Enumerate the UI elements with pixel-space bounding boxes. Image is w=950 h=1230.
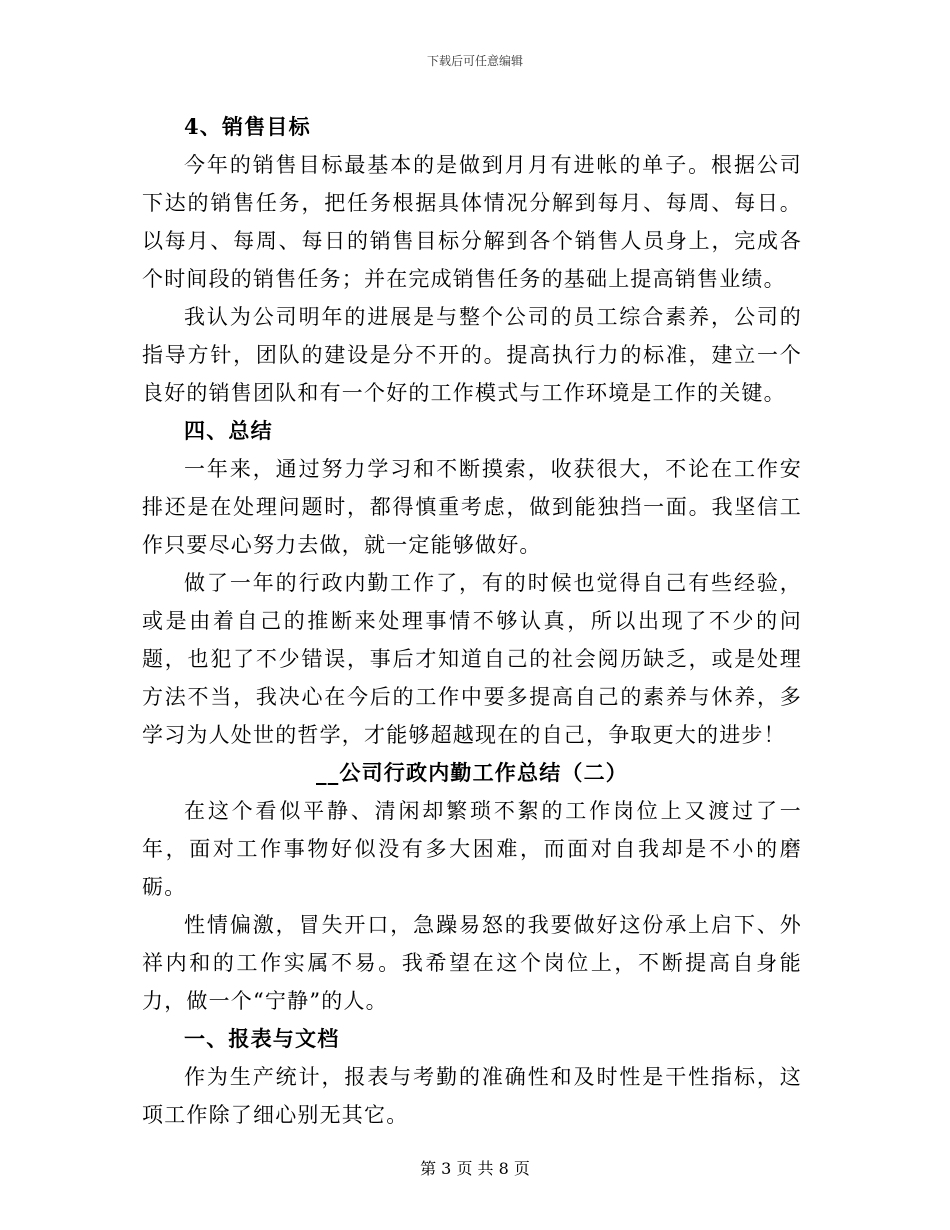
heading-reports: 一、报表与文档 — [184, 1026, 340, 1051]
paragraph-position: 在这个看似平静、清闲却繁琐不絮的工作岗位上又渡过了一年，面对工作事物好似没有多大困难，而面对自我却是不小的磨砺。 — [142, 799, 802, 899]
section-title-2: __公司行政内勤工作总结（二） — [316, 760, 628, 785]
heading-summary: 四、总结 — [184, 418, 273, 443]
paragraph-temperament: 性情偏激，冒失开口，急躁易怒的我要做好这份承上启下、外祥内和的工作实属不易。我希望在这个岗位上，不断提高自身能力，做一个“宁静”的人。 — [142, 913, 802, 1013]
heading-sales-target: 4、销售目标 — [184, 114, 311, 139]
document-body — [142, 108, 802, 1134]
page-number: 第 3 页 共 8 页 — [420, 1159, 530, 1178]
paragraph-company-progress: 我认为公司明年的进展是与整个公司的员工综合素养，公司的指导方针，团队的建设是分不开的。提高执行力的标准，建立一个良好的销售团队和有一个好的工作模式与工作环境是工作的关键。 — [142, 305, 802, 405]
paragraph-reports: 作为生产统计，报表与考勤的准确性和及时性是干性指标，这项工作除了细心别无其它。 — [142, 1065, 802, 1127]
paragraph-reflection: 做了一年的行政内勤工作了，有的时候也觉得自己有些经验，或是由着自己的推断来处理事情不够认真，所以出现了不少的问题，也犯了不少错误，事后才知道自己的社会阅历缺乏，或是处理方法不当，我决心在今后的工作中要多提高自己的素养与休养，多学习为人处世的哲学，才能够超越现在的自己，争取更大的进步！ — [142, 571, 802, 747]
header-note: 下载后可任意编辑 — [426, 54, 523, 68]
paragraph-sales-target: 今年的销售目标最基本的是做到月月有进帐的单子。根据公司下达的销售任务，把任务根据具体情况分解到每月、每周、每日。以每月、每周、每日的销售目标分解到各个销售人员身上，完成各个时间段的销售任务；并在完成销售任务的基础上提高销售业绩。 — [142, 153, 802, 291]
paragraph-year-review: 一年来，通过努力学习和不断摸索，收获很大，不论在工作安排还是在处理问题时，都得慎重考虑，做到能独挡一面。我坚信工作只要尽心努力去做，就一定能够做好。 — [142, 457, 802, 557]
